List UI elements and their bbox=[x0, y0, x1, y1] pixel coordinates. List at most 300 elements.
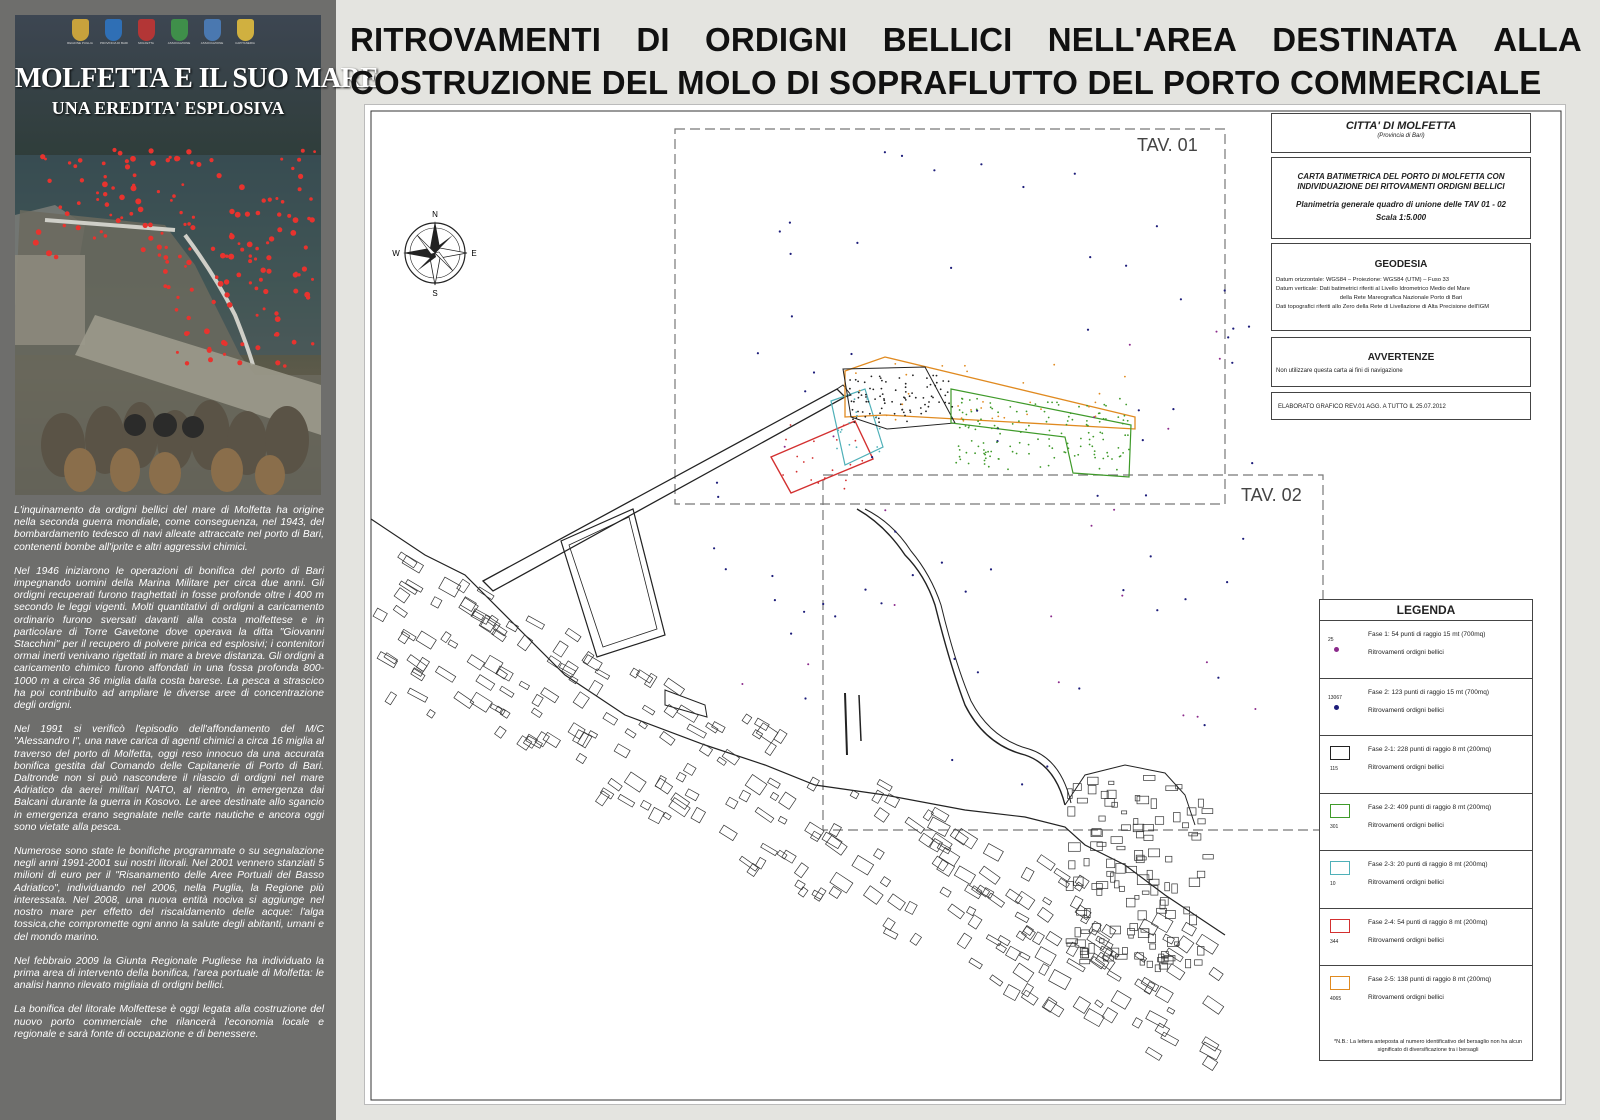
poster-find-dot bbox=[47, 179, 51, 183]
find-marker bbox=[836, 448, 838, 450]
town-block bbox=[393, 605, 407, 617]
town-block bbox=[948, 904, 965, 919]
poster-find-dot bbox=[301, 149, 305, 153]
find-marker bbox=[948, 402, 950, 404]
town-block bbox=[624, 772, 646, 792]
town-block bbox=[435, 666, 455, 682]
poster-find-dot bbox=[105, 202, 110, 207]
poster-find-dot bbox=[297, 158, 301, 162]
find-marker bbox=[866, 398, 868, 400]
find-marker bbox=[858, 397, 860, 399]
find-marker bbox=[968, 463, 970, 465]
poster-find-dot bbox=[176, 351, 179, 354]
find-marker bbox=[832, 469, 834, 471]
poster-find-dot bbox=[256, 314, 259, 317]
sponsor-logo bbox=[199, 19, 225, 55]
find-marker bbox=[1067, 443, 1069, 445]
find-marker bbox=[965, 425, 967, 427]
poster-find-dot bbox=[163, 284, 167, 288]
headline-word: RITROVAMENTI bbox=[350, 21, 602, 58]
poster-find-dot bbox=[129, 212, 133, 216]
body-paragraph: Numerose sono state le bonifiche programmate o su segnalazione negli anni 1991-2001 sui nostri litorali. Nel 2001 vennero stanziati 5 milioni di euro per il "Risanamento delle Aree Portuali del Basso Adriatico", individuando nel 2006, nella Puglia, la Regione più interessata. Nel 2008, una nuova entità nociva si aggiunge nel nostro mare per effetto del riscaldamento delle acque: l'alga tossica,che compromette ogni anno la salute degli abitanti, umani e del mondo marino. bbox=[14, 846, 324, 943]
find-marker bbox=[977, 420, 979, 422]
poster-find-dot bbox=[238, 242, 241, 245]
find-marker bbox=[905, 391, 907, 393]
find-marker bbox=[1094, 457, 1096, 459]
town-block bbox=[1141, 977, 1159, 991]
poster-find-dot bbox=[150, 160, 156, 166]
old-town-block bbox=[1088, 785, 1096, 794]
poster-find-dot bbox=[228, 254, 234, 260]
headline-word: NELL'AREA bbox=[1047, 21, 1238, 58]
town-block bbox=[1209, 967, 1223, 980]
town-block bbox=[1043, 897, 1052, 905]
crest-icon bbox=[138, 19, 155, 41]
legend bbox=[1319, 599, 1533, 1061]
find-marker bbox=[1231, 362, 1233, 364]
crest-icon bbox=[171, 19, 188, 41]
poster-find-dot bbox=[196, 162, 201, 167]
poster-find-dot bbox=[68, 161, 71, 164]
legend-sublabel: Ritrovamenti ordigni bellici bbox=[1368, 936, 1444, 944]
find-marker bbox=[855, 372, 857, 374]
poster-find-dot bbox=[149, 148, 154, 153]
poster-find-dot bbox=[184, 265, 187, 268]
find-marker bbox=[885, 381, 887, 383]
old-town-block bbox=[1174, 813, 1181, 822]
find-marker bbox=[966, 371, 968, 373]
find-marker bbox=[971, 440, 973, 442]
poster-find-dot bbox=[249, 254, 252, 257]
old-town-block bbox=[1192, 834, 1201, 840]
poster-find-dot bbox=[304, 245, 308, 249]
town-block bbox=[517, 635, 532, 651]
town-block bbox=[490, 704, 502, 713]
town-block bbox=[770, 792, 778, 800]
find-marker bbox=[991, 418, 993, 420]
find-marker bbox=[1101, 432, 1103, 434]
find-marker bbox=[713, 547, 715, 549]
poster-find-dot bbox=[221, 340, 226, 345]
find-marker bbox=[849, 388, 851, 390]
poster-find-dot bbox=[184, 331, 189, 336]
find-marker bbox=[790, 424, 792, 426]
poster-find-dot bbox=[109, 214, 112, 217]
find-marker bbox=[903, 412, 905, 414]
legend-sublabel: Ritrovamenti ordigni bellici bbox=[1368, 706, 1444, 714]
find-marker bbox=[961, 402, 963, 404]
compass-rose bbox=[392, 210, 476, 298]
find-marker bbox=[1086, 424, 1088, 426]
town-block bbox=[755, 807, 774, 822]
find-marker bbox=[1103, 404, 1105, 406]
town-block bbox=[454, 692, 474, 709]
poster-find-dot bbox=[295, 272, 298, 275]
town-block bbox=[745, 775, 767, 796]
town-block bbox=[431, 597, 442, 608]
crest-icon bbox=[237, 19, 254, 41]
legend-code: 4065 bbox=[1330, 996, 1342, 1002]
town-block bbox=[928, 817, 951, 837]
old-town-block bbox=[1147, 961, 1152, 967]
find-marker bbox=[1118, 447, 1120, 449]
town-block bbox=[576, 753, 586, 763]
town-block bbox=[1020, 952, 1031, 960]
old-town-block bbox=[1197, 871, 1205, 878]
town-block bbox=[765, 743, 776, 756]
town-block bbox=[640, 800, 651, 810]
town-block bbox=[795, 880, 805, 890]
poster-find-dot bbox=[141, 247, 146, 252]
poster-find-dot bbox=[224, 292, 229, 297]
find-marker bbox=[1087, 329, 1089, 331]
body-paragraph: Nel 1946 iniziarono le operazioni di bonifica del porto di Bari impegnando uomini della Marina Militare per circa due anni. Gli ordigni recuperati furono traghettati in fosse profonde oltre i 400 m secondo le leggi vigenti. Molti quantitativi di ordigni a caricamento ordinario furono sversati davanti alla costa molfettese e in particolare di Torre Gavetone dove operava la ditta "Giovanni Stacchini" per il recupero di polvere pirica ed esplosivi; i contenitori ormai inerti venivano rigettati in mare a breve distanza. Gli ordigni a caricamento chimico furono affondati in una fossa profonda 800-1000 m a circa 36 miglia dalla costa barese. La pesca a strascico ha poi contribuito ad ampliare le diverse aree di concentrazione degli ordigni. bbox=[14, 565, 324, 712]
find-marker bbox=[1028, 425, 1030, 427]
poster-find-dot bbox=[178, 255, 182, 259]
find-marker bbox=[912, 374, 914, 376]
town-block bbox=[726, 797, 738, 809]
town-block bbox=[1102, 1008, 1118, 1023]
find-marker bbox=[1067, 420, 1069, 422]
sponsor-logo bbox=[100, 19, 129, 55]
town-block bbox=[493, 624, 507, 635]
find-marker bbox=[874, 398, 876, 400]
town-block bbox=[888, 894, 906, 910]
town-block bbox=[460, 597, 476, 612]
find-marker bbox=[944, 395, 946, 397]
find-marker bbox=[804, 697, 806, 699]
find-marker bbox=[1063, 451, 1065, 453]
tav01-label: TAV. 01 bbox=[1137, 135, 1198, 155]
find-marker bbox=[912, 574, 914, 576]
poster-find-dot bbox=[281, 200, 285, 204]
find-marker bbox=[879, 376, 881, 378]
find-marker bbox=[791, 315, 793, 317]
find-marker bbox=[948, 380, 950, 382]
find-marker bbox=[926, 386, 928, 388]
poster-find-dot bbox=[247, 242, 253, 248]
find-marker bbox=[933, 169, 935, 171]
find-marker bbox=[882, 393, 884, 395]
poster-find-dot bbox=[261, 268, 266, 273]
old-town-block bbox=[1136, 832, 1143, 838]
town-block bbox=[1146, 1011, 1168, 1028]
poster-find-dot bbox=[306, 295, 310, 299]
legend-item bbox=[1320, 908, 1532, 966]
old-town-block bbox=[1144, 775, 1156, 780]
legend-label: Fase 2-5: 138 punti di raggio 8 mt (200mq) bbox=[1368, 976, 1492, 983]
poster-find-dot bbox=[249, 281, 252, 284]
find-marker bbox=[844, 488, 846, 490]
find-marker bbox=[1142, 439, 1144, 441]
poster-find-dot bbox=[185, 361, 189, 365]
find-marker bbox=[1088, 406, 1090, 408]
find-marker bbox=[850, 353, 852, 355]
legend-code: 10 bbox=[1330, 881, 1336, 887]
old-town-block bbox=[1130, 924, 1138, 931]
town-block bbox=[877, 780, 892, 792]
town-block bbox=[755, 857, 766, 869]
find-marker bbox=[988, 466, 990, 468]
legend-label: Fase 2: 123 punti di raggio 15 mt (700mq) bbox=[1368, 688, 1490, 696]
poster-find-dot bbox=[266, 269, 271, 274]
poster-find-dot bbox=[59, 205, 63, 209]
legend-code: 301 bbox=[1330, 823, 1339, 830]
find-marker bbox=[771, 575, 773, 577]
find-marker bbox=[1248, 326, 1250, 328]
carta-line-2: INDIVIDUAZIONE DEI RITOVAMENTI ORDIGNI BELLICI bbox=[1297, 182, 1505, 191]
find-marker bbox=[810, 479, 812, 481]
find-marker bbox=[1056, 402, 1058, 404]
poster-find-dot bbox=[269, 236, 274, 241]
old-town-block bbox=[1122, 811, 1127, 814]
town-block bbox=[874, 808, 889, 823]
find-marker bbox=[1113, 509, 1115, 511]
find-marker bbox=[1138, 409, 1140, 411]
poster-find-dot bbox=[225, 255, 228, 258]
poster-find-dot bbox=[313, 150, 316, 153]
find-marker bbox=[1053, 457, 1055, 459]
poster-find-dot bbox=[96, 191, 99, 194]
town-block bbox=[830, 872, 853, 893]
poster-find-dot bbox=[262, 198, 266, 202]
find-marker bbox=[865, 401, 867, 403]
find-marker bbox=[1003, 417, 1005, 419]
find-marker bbox=[969, 399, 971, 401]
find-marker bbox=[1119, 398, 1121, 400]
legend-symbol bbox=[1334, 705, 1339, 710]
town-block bbox=[618, 794, 635, 807]
body-text bbox=[14, 505, 324, 1053]
poster-find-dot bbox=[166, 158, 170, 162]
find-marker bbox=[856, 242, 858, 244]
find-marker bbox=[1012, 451, 1014, 453]
poster-find-dot bbox=[266, 255, 271, 260]
poster-find-dot bbox=[311, 342, 314, 345]
old-town-block bbox=[1084, 859, 1089, 866]
find-marker bbox=[856, 417, 858, 419]
find-marker bbox=[741, 683, 743, 685]
find-marker bbox=[1040, 408, 1042, 410]
legend-label: Fase 2-1: 228 punti di raggio 8 mt (200mq) bbox=[1368, 746, 1492, 753]
poster-find-dot bbox=[298, 174, 303, 179]
find-marker bbox=[1102, 458, 1104, 460]
find-marker bbox=[881, 388, 883, 390]
find-marker bbox=[963, 420, 965, 422]
sponsor-logos bbox=[67, 19, 258, 55]
legend-item bbox=[1320, 965, 1532, 1023]
find-marker bbox=[959, 409, 961, 411]
find-marker bbox=[1037, 438, 1039, 440]
find-marker bbox=[878, 421, 880, 423]
find-marker bbox=[1074, 173, 1076, 175]
find-marker bbox=[1121, 595, 1123, 597]
sponsor-name: PROVINCIA DI BARI bbox=[100, 41, 129, 45]
find-marker bbox=[982, 401, 984, 403]
poster-find-dot bbox=[240, 248, 244, 252]
find-marker bbox=[1020, 431, 1022, 433]
poster-find-dot bbox=[135, 198, 141, 204]
poster-find-dot bbox=[175, 308, 179, 312]
town-block bbox=[648, 807, 664, 823]
find-marker bbox=[908, 393, 910, 395]
town-block bbox=[1167, 964, 1185, 980]
avvertenze-title: AVVERTENZE bbox=[1367, 352, 1435, 363]
poster-find-dot bbox=[158, 253, 161, 256]
town-block bbox=[825, 836, 847, 856]
find-marker bbox=[803, 611, 805, 613]
poster-find-dot bbox=[93, 236, 96, 239]
find-marker bbox=[853, 421, 855, 423]
find-marker bbox=[1068, 416, 1070, 418]
town-block bbox=[1035, 947, 1056, 966]
find-marker bbox=[1167, 428, 1169, 430]
find-marker bbox=[1216, 331, 1218, 333]
old-town-block bbox=[1195, 960, 1203, 965]
old-town-block bbox=[1189, 915, 1196, 925]
find-marker bbox=[901, 409, 903, 411]
old-town-block bbox=[1198, 819, 1205, 824]
poster-find-dot bbox=[186, 260, 191, 265]
title-block-avvertenze bbox=[1271, 337, 1531, 387]
find-marker bbox=[976, 398, 978, 400]
map-frame bbox=[364, 104, 1566, 1105]
find-marker bbox=[920, 413, 922, 415]
find-marker bbox=[968, 427, 970, 429]
find-marker bbox=[925, 410, 927, 412]
avvertenze-text: Non utilizzare questa carta ai fini di navigazione bbox=[1276, 368, 1403, 374]
find-marker bbox=[785, 439, 787, 441]
find-marker bbox=[996, 441, 998, 443]
find-marker bbox=[1129, 344, 1131, 346]
poster-find-dot bbox=[275, 360, 280, 365]
find-marker bbox=[980, 407, 982, 409]
poster-title: MOLFETTA E IL SUO MARE bbox=[15, 63, 379, 94]
find-marker bbox=[1058, 404, 1060, 406]
town-block bbox=[416, 631, 436, 649]
town-block bbox=[573, 692, 589, 709]
sponsor-logo bbox=[166, 19, 192, 55]
poster-find-dot bbox=[254, 257, 257, 260]
town-block bbox=[990, 975, 1003, 986]
find-marker bbox=[717, 496, 719, 498]
town-block bbox=[968, 915, 982, 929]
town-block bbox=[1021, 990, 1038, 1005]
find-marker bbox=[1111, 458, 1113, 460]
poster-find-dot bbox=[111, 186, 115, 190]
town-block bbox=[559, 663, 575, 675]
poster-find-dot bbox=[187, 316, 191, 320]
legend-item bbox=[1320, 793, 1532, 851]
find-marker bbox=[1021, 783, 1023, 785]
find-marker bbox=[1061, 433, 1063, 435]
black-zone bbox=[843, 367, 955, 429]
poster-find-dot bbox=[212, 300, 216, 304]
find-marker bbox=[905, 374, 907, 376]
tav01-zone bbox=[675, 129, 1225, 504]
old-town-block bbox=[1089, 943, 1094, 953]
poster-find-dot bbox=[181, 183, 184, 186]
find-marker bbox=[1018, 420, 1020, 422]
find-marker bbox=[940, 388, 942, 390]
find-marker bbox=[968, 425, 970, 427]
find-marker bbox=[883, 399, 885, 401]
town-block bbox=[568, 723, 585, 739]
find-marker bbox=[985, 457, 987, 459]
find-marker bbox=[980, 418, 982, 420]
svg-text:W: W bbox=[392, 249, 400, 258]
find-marker bbox=[1089, 256, 1091, 258]
sponsor-logo bbox=[232, 19, 258, 55]
find-marker bbox=[871, 456, 873, 458]
find-marker bbox=[841, 429, 843, 431]
find-marker bbox=[1048, 438, 1050, 440]
svg-text:N: N bbox=[432, 210, 438, 219]
town-block bbox=[779, 792, 796, 809]
town-block bbox=[531, 708, 542, 717]
find-marker bbox=[855, 379, 857, 381]
headline-word: ALLA bbox=[1493, 21, 1582, 58]
legend-symbol bbox=[1330, 861, 1350, 875]
headline-line-1 bbox=[350, 18, 1582, 61]
town-block bbox=[457, 579, 470, 593]
find-marker bbox=[1156, 609, 1158, 611]
find-marker bbox=[955, 462, 957, 464]
find-marker bbox=[1182, 714, 1184, 716]
find-marker bbox=[822, 603, 824, 605]
find-marker bbox=[894, 413, 896, 415]
town-block bbox=[476, 675, 495, 691]
find-marker bbox=[1119, 456, 1121, 458]
find-marker bbox=[909, 409, 911, 411]
old-town-block bbox=[1165, 883, 1170, 891]
find-marker bbox=[804, 390, 806, 392]
find-marker bbox=[859, 390, 861, 392]
poster-find-dot bbox=[187, 222, 191, 226]
town-block bbox=[874, 849, 885, 860]
poster-find-dot bbox=[116, 218, 121, 223]
poster-find-dot bbox=[277, 227, 282, 232]
town-block bbox=[565, 628, 581, 641]
find-marker bbox=[852, 418, 854, 420]
find-marker bbox=[840, 431, 842, 433]
poster-find-dot bbox=[148, 236, 153, 241]
poster-find-dot bbox=[157, 245, 162, 250]
town-block bbox=[761, 843, 778, 855]
find-marker bbox=[836, 439, 838, 441]
poster-find-dot bbox=[255, 287, 259, 291]
poster-find-dot bbox=[163, 255, 168, 260]
poster-find-dot bbox=[33, 240, 39, 246]
town-block bbox=[1163, 934, 1175, 944]
find-marker bbox=[1197, 716, 1199, 718]
legend-label: Fase 2-2: 409 punti di raggio 8 mt (200mq) bbox=[1368, 803, 1492, 811]
old-town-block bbox=[1189, 878, 1200, 886]
town-block bbox=[706, 723, 718, 733]
find-marker bbox=[1098, 413, 1100, 415]
old-town-block bbox=[1077, 798, 1087, 803]
old-town-block bbox=[1122, 948, 1127, 954]
find-marker bbox=[813, 440, 815, 442]
town-block bbox=[1058, 878, 1069, 887]
tav02-label: TAV. 02 bbox=[1241, 485, 1302, 505]
town-block bbox=[448, 640, 458, 648]
find-marker bbox=[1009, 446, 1011, 448]
poster-find-dot bbox=[263, 307, 266, 310]
find-marker bbox=[1040, 466, 1042, 468]
old-town-block bbox=[1126, 898, 1135, 907]
headline-word: ORDIGNI bbox=[704, 21, 848, 58]
